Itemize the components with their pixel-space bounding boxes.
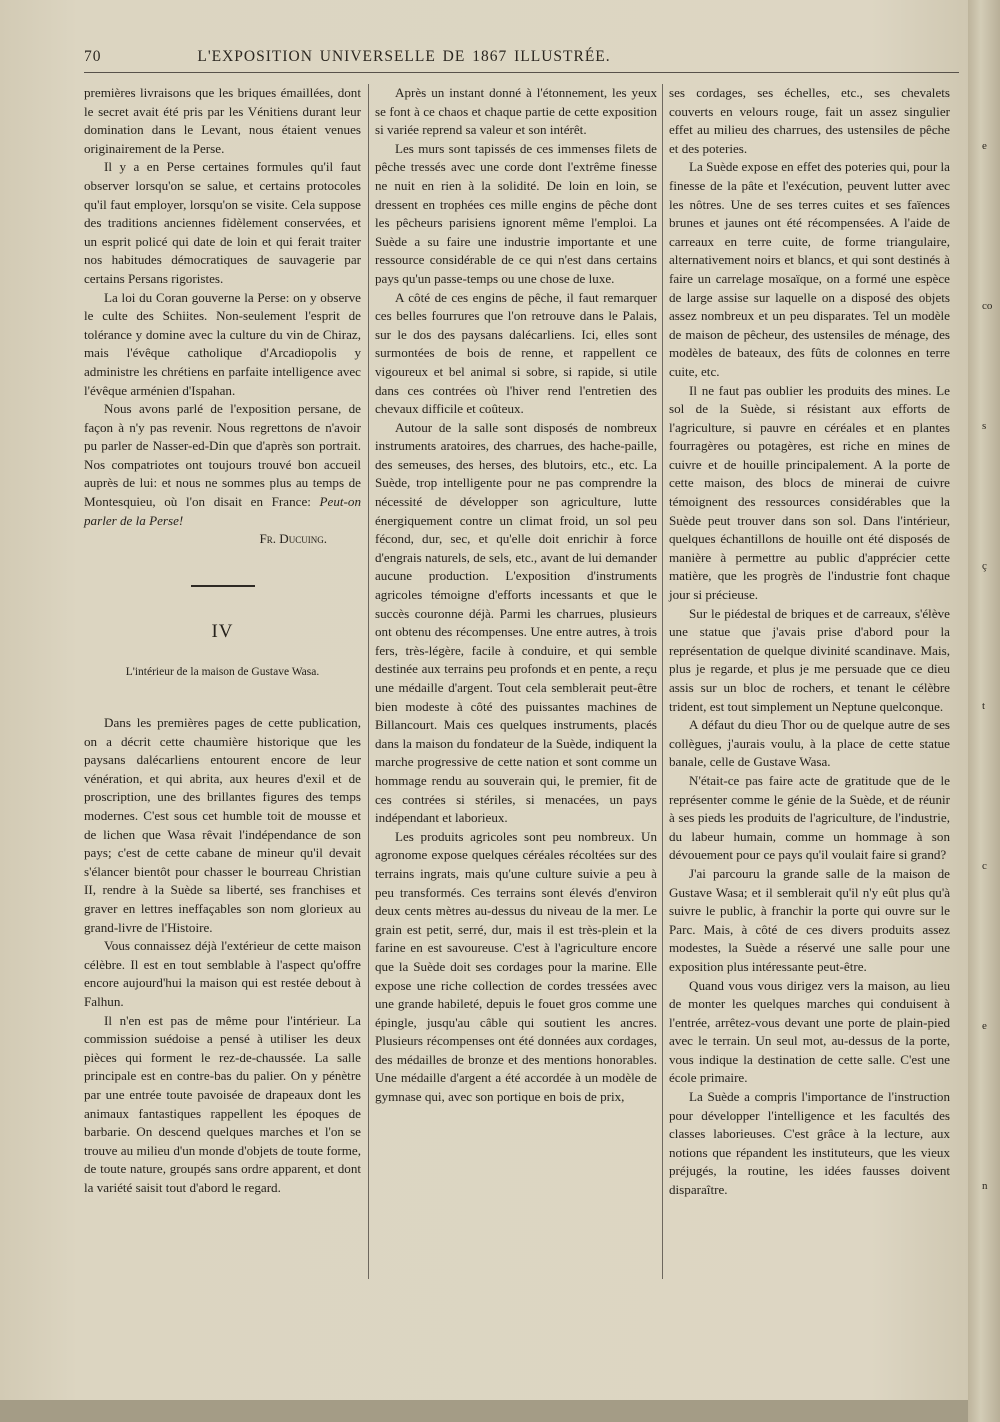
column-3 [669,84,950,1200]
edge-letter: c [982,860,987,872]
column-divider-1 [368,84,369,1279]
column-1 [84,84,361,1197]
paragraph: ses cordages, ses échelles, etc., ses chevalets couverts en velours rouge, fait un assez singulier effet au milieu des charrues, des ustensiles de pêche et des poteries. [669,85,950,156]
paragraph-text: Nous avons parlé de l'exposition persane, de façon à n'y pas revenir. Nous regrettons de n'avoir pu parler de Nasser-ed-Din que d'après son portrait. Nos compatriotes ont toujours trouvé bon accueil auprès de lui: et nous ne sommes plus au temps de Montesquieu, où l'on disait en France: [84,401,361,510]
paragraph: Après un instant donné à l'étonnement, les yeux se font à ce chaos et chaque partie de cette exposition si variée reprend sa valeur et son intérêt. [375,85,657,138]
paragraph: Sur le piédestal de briques et de carreaux, s'élève une statue que j'avais prise d'abord pour la représentation de quelque divinité scandinave. Mais, plus je regarde, et plus je me persuade que ce dieu assis sur un bloc de rochers, et tenant le célèbre trident, est tout simplement un Neptune quelconque. [669,605,950,714]
section-title: L'intérieur de la maison de Gustave Wasa. [125,666,320,679]
edge-letter: e [982,1020,987,1032]
paragraph [84,400,361,530]
italic-quote: Peut-on parler de la Perse! [84,494,361,528]
paragraph: Les produits agricoles sont peu nombreux. Un agronome expose quelques céréales récoltées sur des terrains ingrats, mais qu'une culture suivie a peu à peu transformés. Ces terrains sont élevés d'environ deux cents mètres au-dessus du niveau de la mer. Le grain est petit, serré, dur, mais il est très-plein et la farine en est savoureuse. C'est à l'agriculture encore que la Suède doit ses cordages pour la marine. Elle expose une riche collection de cordes tressées avec une grande habileté, depuis le fouet gros comme une épingle, jusqu'au câble qui soutient les ancres. Plusieurs récompenses ont été données aux cordages, des médailles de bronze et des mentions honorables. Une médaille d'argent a été accordée à un modèle de gymnase qui, avec son portique en bois de prix, [375,828,657,1105]
paragraph: N'était-ce pas faire acte de gratitude que de le représenter comme le génie de la Suède, et de réunir à ses pieds les produits de l'agriculture, de l'industrie, du labeur humain, comme un hommage à son dévouement pour ce pays qu'il voulait faire si grand? [669,772,950,863]
section-separator [191,585,255,587]
edge-letter: s [982,420,987,432]
edge-letter: e [982,140,987,152]
paragraph: Dans les premières pages de cette publication, on a décrit cette chaumière historique que les paysans dalécarliens entourent encore de leur vénération, et qui abrita, aux heures d'exil et de proscription, une des brillantes figures des temps modernes. C'est sous cet humble toit de mousse et de lichen que Wasa rêvait l'indépendance de son pays; c'est de cette cabane de mineur qu'il devait s'élancer bientôt pour chasser le bourreau Christian II, rendre à la Suède sa liberté, ses franchises et graver en lettres ineffaçables son nom glorieux au grand-livre de l'Histoire. [84,715,361,935]
paragraph: Il y a en Perse certaines formules qu'il faut observer lorsqu'on se salue, et certains protocoles qu'il faut employer, lorsqu'on se visite. Cela suppose des traditions anciennes fidèlement conservées, et un esprit policé qui date de loin et qui ferait traiter nos habitudes démocratiques de sauvagerie par certains Persans rigoristes. [84,159,361,286]
header-rule [84,72,959,73]
author-signature: Fr. Ducuing. [259,531,327,547]
paragraph: Vous connaissez déjà l'extérieur de cette maison célèbre. Il est en tout semblable à l'aspect qu'offre encore aujourd'hui la maison qui est restée debout à Falhun. [84,938,361,1009]
running-title: L'EXPOSITION UNIVERSELLE DE 1867 ILLUSTRÉE. [197,48,611,65]
column-divider-2 [662,84,663,1279]
section-number: IV [211,620,234,642]
paragraph: Les murs sont tapissés de ces immenses filets de pêche tressés avec une corde dont l'extrême finesse ne nuit en rien à la solidité. De loin en loin, se dressent en trophées ces mille engins de pêche dont les pêcheurs parisiens ignorent même l'emploi. La Suède a su faire une industrie importante et une ressource considérable de ce qui n'est dans certains pays qu'un passe-temps ou une chose de luxe. [375,140,657,286]
edge-letter: n [982,1180,988,1192]
paragraph: A défaut du dieu Thor ou de quelque autre de ses collègues, j'aurais voulu, à la place de cette statue banale, celle de Gustave Wasa. [669,717,950,770]
page-bottom-shadow [0,1400,968,1422]
paragraph: Il ne faut pas oublier les produits des mines. Le sol de la Suède, si résistant aux efforts de l'agriculture, si pauvre en céréales et en plantes fourragères ou potagères, est riche en mines de cuivre et de houille principalement. A la porte de cette maison, des blocs de minerai de cuivre témoignent des ressources considérables que la Suède peut trouver dans son sol. Dans l'intérieur, quelques échantillons de houille ont été disposés de manière à permettre au public d'apprécier cette matière, que les progrès de l'industrie font chaque jour si précieuse. [669,382,950,603]
paragraph: La loi du Coran gouverne la Perse: on y observe le culte des Schiites. Non-seulement l'esprit de tolérance y domine avec la culture du vin de Chiraz, mais l'évêque catholique d'Arcadiopolis y administre les chrétiens en parfaite intelligence avec l'évêque arménien d'Ispahan. [84,289,361,398]
running-head [84,48,724,70]
edge-letter: co [982,300,993,312]
page-number: 70 [84,48,102,65]
paragraph: A côté de ces engins de pêche, il faut remarquer ces belles fourrures que l'on retrouve dans le Palais, sur le dos des paysans dalécarliens. Ici, elles sont surmontées de bois de renne, et rappellent ce vigoureux et bel animal si sobre, si rapide, si utile dans ces contrées où l'hiver rend l'entretien des chevaux difficile et coûteux. [375,289,657,417]
paragraph: J'ai parcouru la grande salle de la maison de Gustave Wasa; et il semblerait qu'il n'y eût plus qu'à suivre le public, à franchir la porte qui ouvre sur le Parc. Mais, à côté de ces divers produits assez modestes, la Suède a réservé une salle pour une exposition plus intéressante peut-être. [669,865,950,974]
paragraph: La Suède expose en effet des poteries qui, pour la finesse de la pâte et l'exécution, peuvent lutter avec les nôtres. Une de ses terres cuites et ses faïences brunes et jaunes ont été récompensées. A l'aide de carreaux en terre cuite, de forme triangulaire, alternativement noirs et blancs, et qui sont destinés à faire un carrelage mosaïque, on a formé une espèce de large assise sur laquelle on a disposé des objets assez nombreux et un peu disparates. Tel un modèle de maison de pêcheur, des ustensiles de ménage, des modèles de bateaux, des fûts de colonnes en terre cuite, etc. [669,159,950,379]
paragraph: La Suède a compris l'importance de l'instruction pour développer l'intelligence et les facultés des classes laborieuses. C'est grâce à la lecture, aux notions que répandent les instituteurs, que les vieux préjugés, la routine, les idées fausses doivent disparaître. [669,1089,950,1198]
edge-letter: ç [982,560,987,572]
edge-letter: t [982,700,986,712]
paragraph: premières livraisons que les briques émaillées, dont le secret avait été pris par les Vénitiens durant leur domination dans le Levant, nous étaient venues originairement de la Perse. [84,85,361,156]
paragraph: Il n'en est pas de même pour l'intérieur. La commission suédoise a pensé à utiliser les deux pièces qui forment le rez-de-chaussée. La salle principale est en contre-bas du palier. On y pénètre par une entrée toute pavoisée de drapeaux dont les animaux fantastiques rappellent les époques de barbarie. On descend quelques marches et l'on se trouve au milieu d'un monde d'objets de toute forme, de toute nature, groupés sans ordre apparent, et dont la variété saisit tout d'abord le regard. [84,1012,361,1195]
column-2 [375,84,657,1107]
paragraph: Autour de la salle sont disposés de nombreux instruments aratoires, des charrues, des hache-paille, des semeuses, des herses, des blutoirs, etc., etc. La Suède, trop intelligente pour ne pas comprendre la nécessité de développer son agriculture, lutte énergiquement contre un climat froid, un sol peu fécond, dur, sec, et qu'elle doit enrichir à force d'engrais naturels, de sels, etc., avant de lui demander aucune production. L'exposition d'instruments agricoles témoigne d'efforts incessants et que le succès couronne déjà. Parmi les charrues, plusieurs ont obtenu des récompenses. Une entre autres, à trois fers, très-légère, facile à conduire, et qui semble destinée aux terrains peu profonds et en pente, a reçu une médaille d'argent. Tout cela semblerait peut-être bien modeste à côté des puissantes machines de Billancourt. Mais ces quelques instruments, placés dans la maison du fondateur de la Suède, indiquent la marche progressive de cette nation et sont comme un hommage rendu au souverain qui, le premier, fit de ces contrées si stériles, si menacées, un pays indépendant et laborieux. [375,419,657,826]
paragraph: Quand vous vous dirigez vers la maison, au lieu de monter les quelques marches qui conduisent à l'entrée, arrêtez-vous devant une porte de plain-pied avec le terrain. Un seul mot, au-dessus de la porte, vous indique la destination de cette salle. C'est une école primaire. [669,977,950,1086]
